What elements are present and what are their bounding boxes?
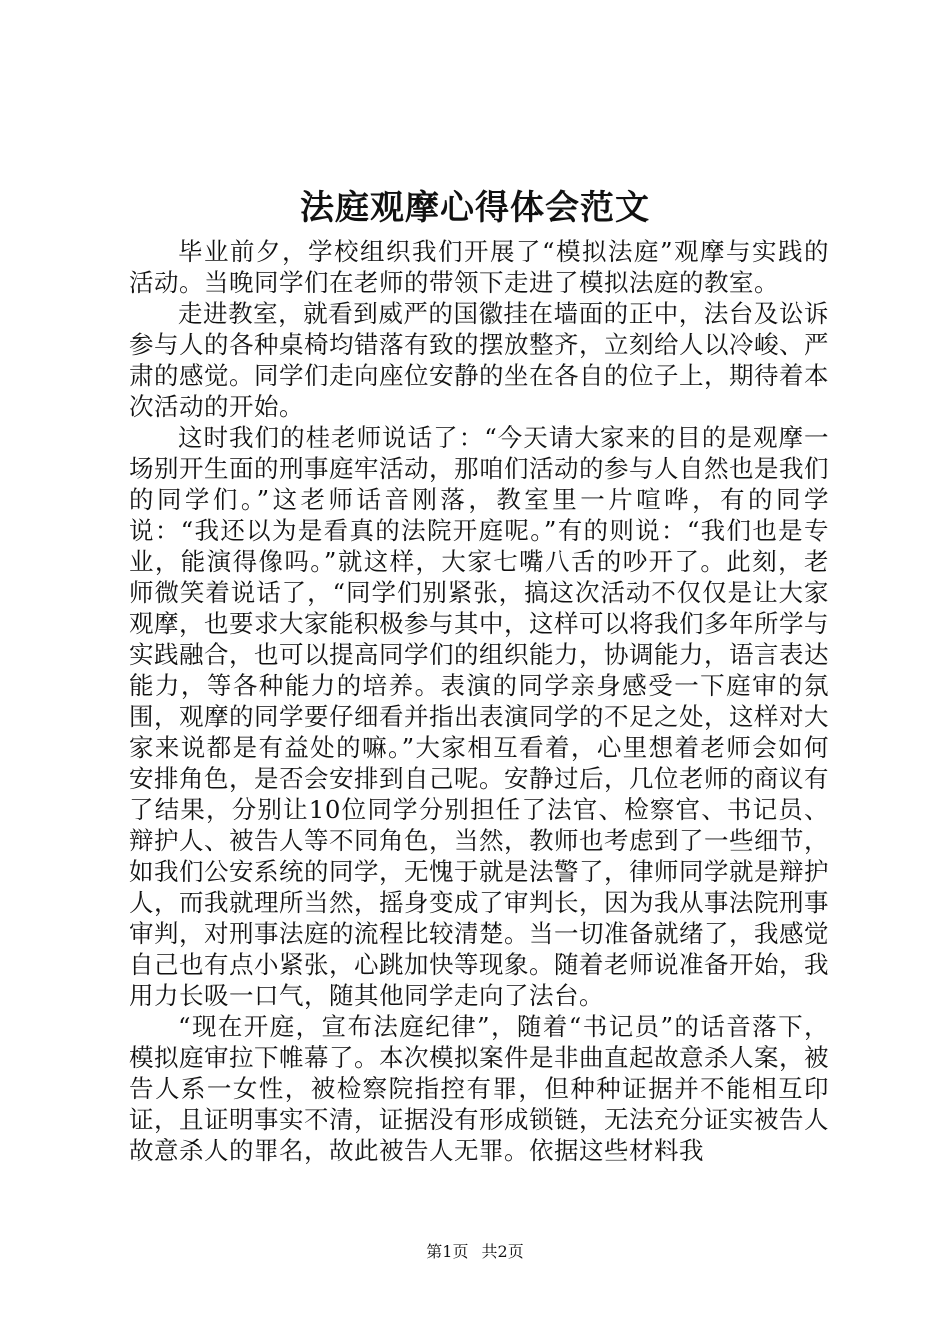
paragraph: “现在开庭，宣布法庭纪律”，随着“书记员”的话音落下，模拟庭审拉下帷幕了。本次模拟案件是非曲直起故意杀人案，被告人系一女性，被检察院指控有罪，但种种证据并不能相互印证，且证明事实不清，证据没有形成锁链，无法充分证实被告人故意杀人的罪名，故此被告人无罪。依据这些材料我 <box>129 1012 829 1165</box>
paragraph: 毕业前夕，学校组织我们开展了“模拟法庭”观摩与实践的活动。当晚同学们在老师的带领下走进了模拟法庭的教室。 <box>129 237 829 297</box>
page-number: 第1页 <box>426 1242 469 1261</box>
page-footer <box>0 1242 950 1262</box>
document-body <box>129 236 829 1166</box>
paragraph: 这时我们的桂老师说话了：“今天请大家来的目的是观摩一场别开生面的刑事庭牢活动，那咱们活动的参与人自然也是我们的同学们。”这老师话音刚落，教室里一片喧哗，有的同学说：“我还以为是看真的法院开庭呢。”有的则说：“我们也是专业，能演得像吗。”就这样，大家七嘴八舌的吵开了。此刻，老师微笑着说话了，“同学们别紧张，搞这次活动不仅仅是让大家观摩，也要求大家能积极参与其中，这样可以将我们多年所学与实践融合，也可以提高同学们的组织能力，协调能力，语言表达能力，等各种能力的培养。表演的同学亲身感受一下庭审的氛围，观摩的同学要仔细看并指出表演同学的不足之处，这样对大家来说都是有益处的嘛。”大家相互看着，心里想着老师会如何安排角色，是否会安排到自己呢。安静过后，几位老师的商议有了结果，分别让10位同学分别担任了法官、检察官、书记员、辩护人、被告人等不同角色，当然，教师也考虑到了一些细节，如我们公安系统的同学，无愧于就是法警了，律师同学就是辩护人，而我就理所当然，摇身变成了审判长，因为我从事法院刑事审判，对刑事法庭的流程比较清楚。当一切准备就绪了，我感觉自己也有点小紧张，心跳加快等现象。随着老师说准备开始，我用力长吸一口气，随其他同学走向了法台。 <box>129 423 829 1010</box>
paragraph: 走进教室，就看到威严的国徽挂在墙面的正中，法台及讼诉参与人的各种桌椅均错落有致的摆放整齐，立刻给人以冷峻、严肃的感觉。同学们走向座位安静的坐在各自的位子上，期待着本次活动的开始。 <box>129 299 829 421</box>
document-title: 法庭观摩心得体会范文 <box>300 188 650 228</box>
page-total: 共2页 <box>481 1242 524 1261</box>
